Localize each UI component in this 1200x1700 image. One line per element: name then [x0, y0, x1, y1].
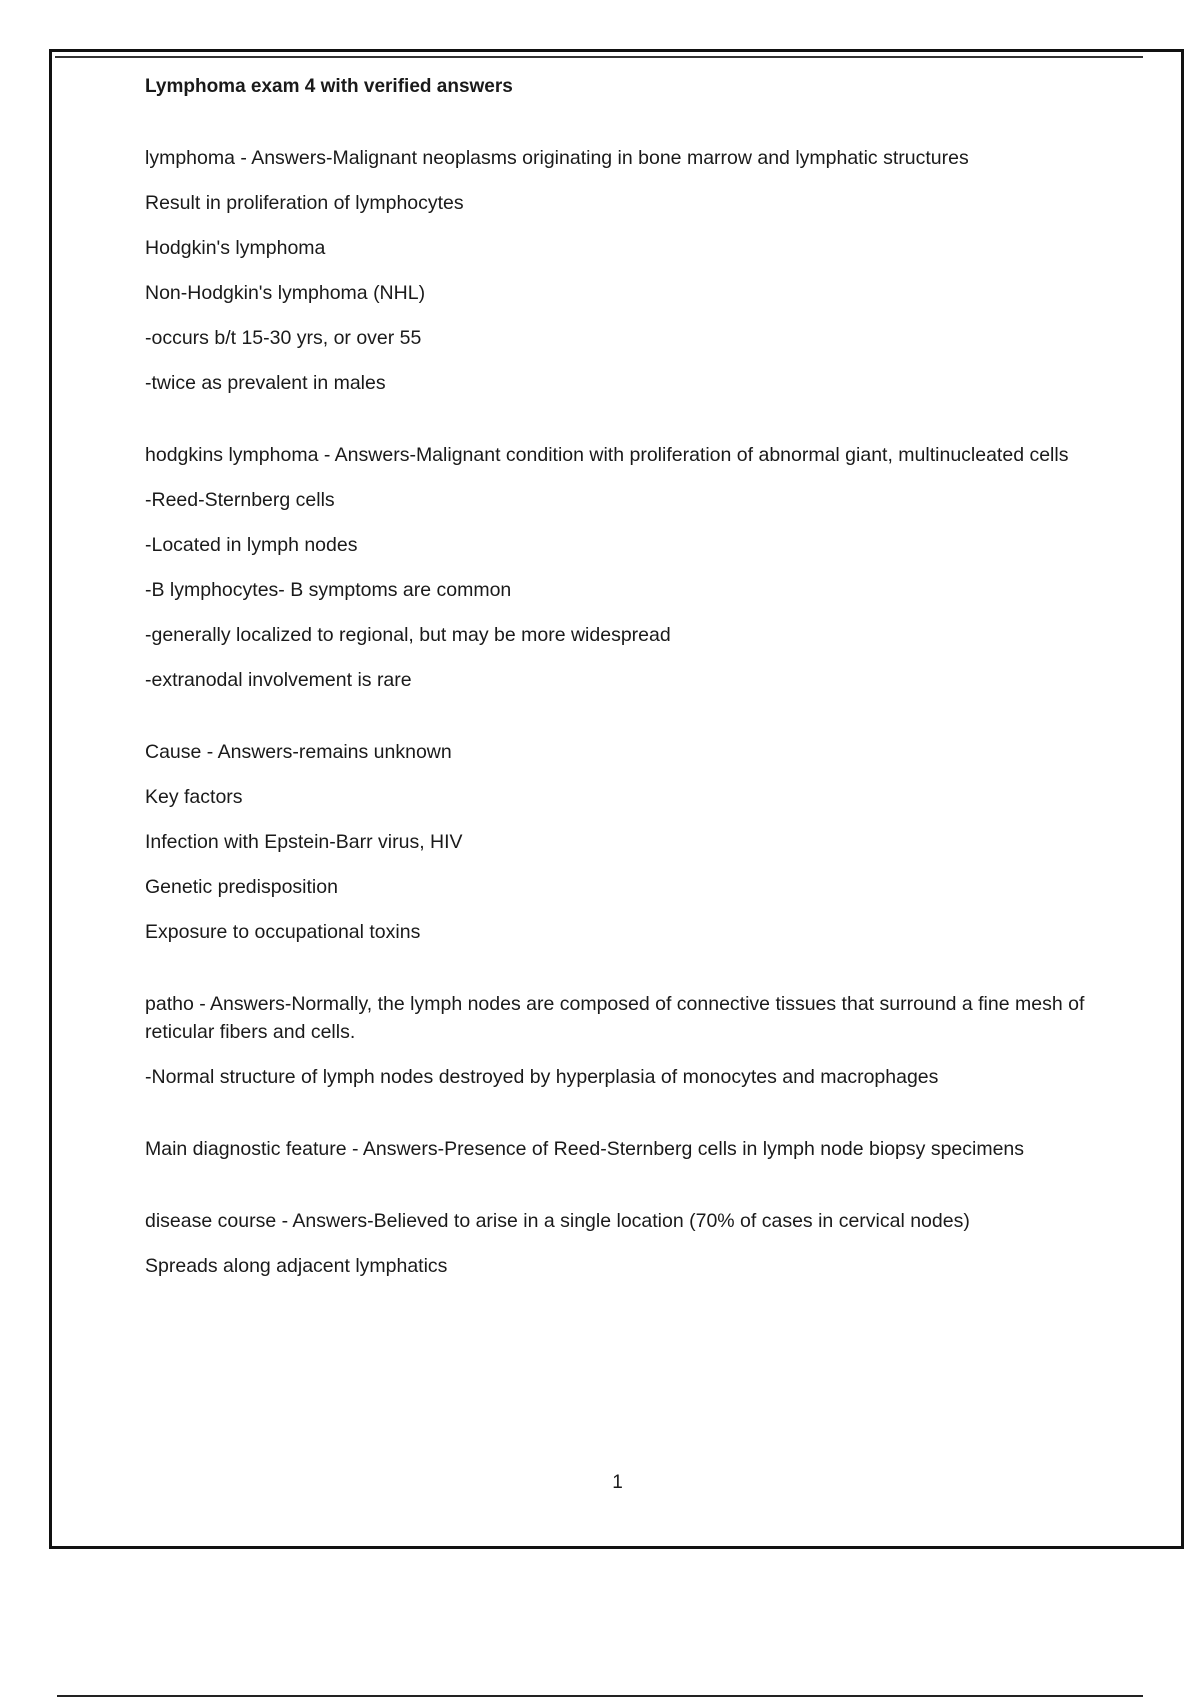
entry-line: patho - Answers-Normally, the lymph nodes are composed of connective tissues that surround a fine mesh of reticular fibers and cells. — [145, 993, 1085, 1043]
entry-line: hodgkins lymphoma - Answers-Malignant condition with proliferation of abnormal giant, multinucleated cells — [145, 444, 1069, 466]
top-rule-divider — [55, 56, 1143, 58]
entry-line: -generally localized to regional, but may be more widespread — [145, 624, 671, 646]
bottom-rule-divider — [57, 1695, 1143, 1697]
entry-line: -Normal structure of lymph nodes destroyed by hyperplasia of monocytes and macrophages — [145, 1066, 939, 1088]
entry-line: -Located in lymph nodes — [145, 534, 358, 556]
qa-entry-lymphoma — [145, 144, 1095, 397]
entry-line: lymphoma - Answers-Malignant neoplasms originating in bone marrow and lymphatic structures — [145, 147, 969, 169]
entry-line: Main diagnostic feature - Answers-Presence of Reed-Sternberg cells in lymph node biopsy specimens — [145, 1138, 1025, 1160]
qa-entry-disease-course — [145, 1207, 1095, 1280]
page-number: 1 — [612, 1472, 623, 1493]
entry-line: Hodgkin's lymphoma — [145, 237, 326, 259]
entry-line: Infection with Epstein-Barr virus, HIV — [145, 831, 463, 853]
entry-line: -B lymphocytes- B symptoms are common — [145, 579, 512, 601]
entry-line: Cause - Answers-remains unknown — [145, 741, 452, 763]
entry-line: Exposure to occupational toxins — [145, 921, 421, 943]
entry-line: Genetic predisposition — [145, 876, 338, 898]
entry-line: Result in proliferation of lymphocytes — [145, 192, 464, 214]
qa-entry-diagnostic-feature — [145, 1135, 1095, 1163]
qa-entry-hodgkins — [145, 441, 1095, 694]
entry-line: Spreads along adjacent lymphatics — [145, 1255, 448, 1277]
document-body — [145, 70, 1095, 1324]
qa-entry-cause — [145, 738, 1095, 946]
entry-line: Non-Hodgkin's lymphoma (NHL) — [145, 282, 426, 304]
entry-line: -Reed-Sternberg cells — [145, 489, 335, 511]
entry-line: -twice as prevalent in males — [145, 372, 386, 394]
entry-line: -occurs b/t 15-30 yrs, or over 55 — [145, 327, 422, 349]
entry-line: Key factors — [145, 786, 243, 808]
entry-line: disease course - Answers-Believed to arise in a single location (70% of cases in cervical nodes) — [145, 1210, 970, 1232]
document-title: Lymphoma exam 4 with verified answers — [145, 76, 513, 97]
entry-line: -extranodal involvement is rare — [145, 669, 412, 691]
qa-entry-patho — [145, 990, 1095, 1091]
